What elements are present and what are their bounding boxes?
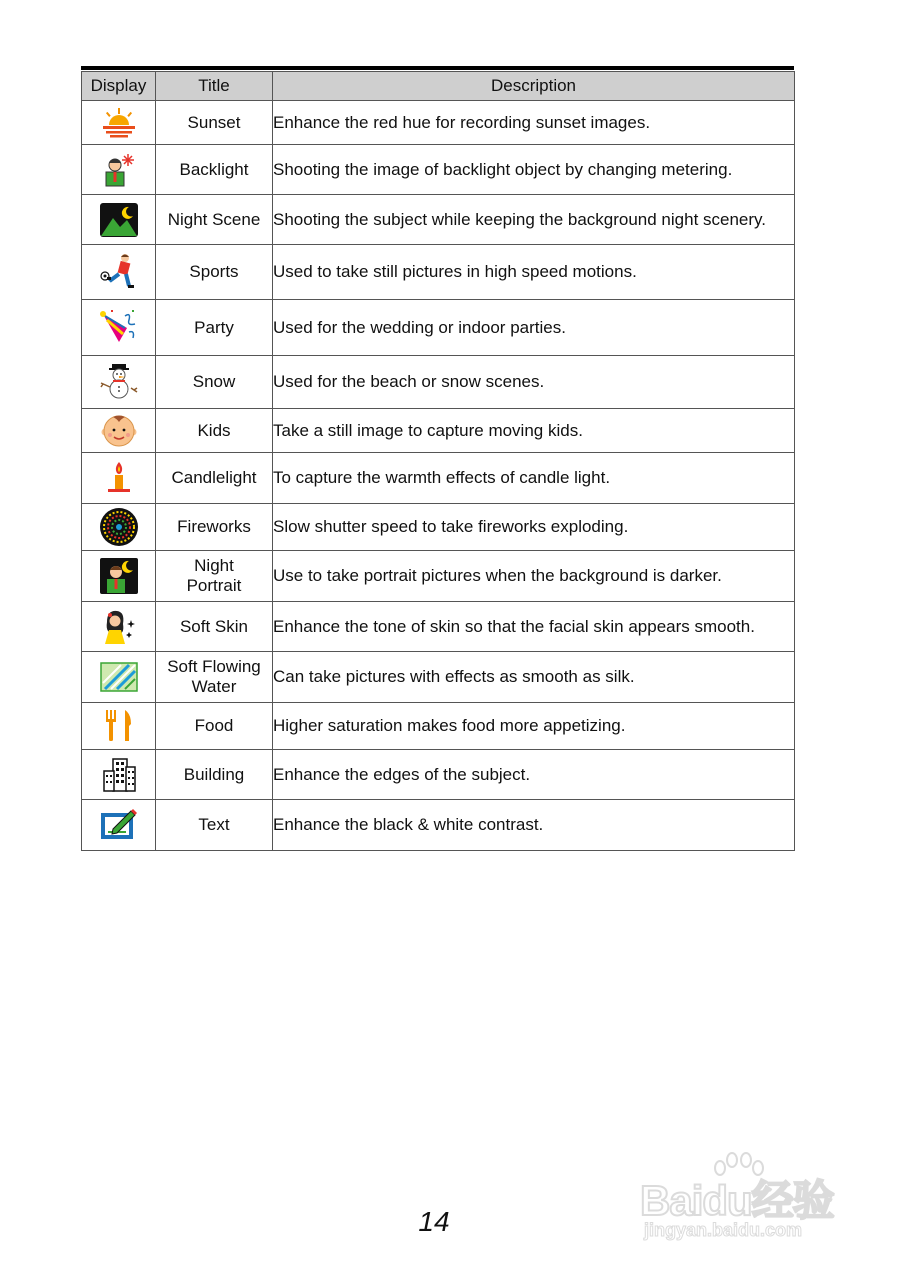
title-line: Night (194, 556, 234, 575)
mode-title (156, 551, 273, 602)
table-row (82, 245, 795, 300)
mode-description: Shooting the subject while keeping the background night scenery. (273, 195, 795, 245)
mode-description: Shooting the image of backlight object by changing metering. (273, 145, 795, 195)
header-description: Description (273, 72, 795, 101)
party-icon (99, 308, 139, 348)
title-line: Portrait (186, 576, 242, 595)
mode-title: Food (156, 703, 273, 750)
table-row (82, 145, 795, 195)
mode-description: Enhance the tone of skin so that the facial skin appears smooth. (273, 602, 795, 652)
table-row (82, 800, 795, 851)
mode-title (156, 652, 273, 703)
mode-title: Party (156, 300, 273, 356)
mode-description: Higher saturation makes food more appetizing. (273, 703, 795, 750)
sports-icon (99, 252, 139, 292)
header-title: Title (156, 72, 273, 101)
food-icon (101, 708, 137, 744)
scene-mode-table (81, 71, 795, 851)
mode-description: Enhance the black & white contrast. (273, 800, 795, 851)
table-row (82, 551, 795, 602)
soft-flowing-water-icon (99, 661, 139, 693)
building-icon (101, 757, 137, 793)
table-row (82, 504, 795, 551)
kids-icon (99, 413, 139, 449)
title-line: Soft Flowing (167, 657, 261, 676)
mode-description: Used to take still pictures in high speed motions. (273, 245, 795, 300)
watermark-logo: Baidu经验 (640, 1177, 834, 1224)
mode-description: Used for the beach or snow scenes. (273, 356, 795, 409)
mode-title: Sports (156, 245, 273, 300)
mode-description: Enhance the edges of the subject. (273, 750, 795, 800)
table-row (82, 195, 795, 245)
mode-title: Snow (156, 356, 273, 409)
table-row (82, 409, 795, 453)
candlelight-icon (104, 460, 134, 496)
table-row (82, 453, 795, 504)
mode-title: Sunset (156, 101, 273, 145)
table-row (82, 101, 795, 145)
night-portrait-icon (99, 557, 139, 595)
mode-description: Slow shutter speed to take fireworks exploding. (273, 504, 795, 551)
mode-title: Text (156, 800, 273, 851)
watermark-url: jingyan.baidu.com (644, 1220, 803, 1240)
mode-title: Night Scene (156, 195, 273, 245)
page-number: 14 (418, 1206, 450, 1237)
snowman-icon (99, 362, 139, 402)
mode-description: Use to take portrait pictures when the background is darker. (273, 551, 795, 602)
mode-title: Kids (156, 409, 273, 453)
table-row (82, 703, 795, 750)
text-icon (99, 807, 139, 843)
watermark (640, 1150, 855, 1245)
mode-title: Building (156, 750, 273, 800)
mode-description: Take a still image to capture moving kids. (273, 409, 795, 453)
table-header-row (82, 72, 795, 101)
table-row (82, 602, 795, 652)
mode-title: Soft Skin (156, 602, 273, 652)
sunset-icon (101, 107, 137, 139)
table-row (82, 652, 795, 703)
mode-description: To capture the warmth effects of candle light. (273, 453, 795, 504)
header-display: Display (82, 72, 156, 101)
table-row (82, 300, 795, 356)
top-rule (81, 66, 794, 70)
title-line: Water (191, 677, 237, 696)
mode-title: Backlight (156, 145, 273, 195)
backlight-icon (101, 152, 137, 188)
fireworks-icon (99, 507, 139, 547)
mode-description: Enhance the red hue for recording sunset images. (273, 101, 795, 145)
night-scene-icon (99, 202, 139, 238)
soft-skin-icon (99, 608, 139, 646)
table-row (82, 750, 795, 800)
mode-description: Used for the wedding or indoor parties. (273, 300, 795, 356)
mode-description: Can take pictures with effects as smooth as silk. (273, 652, 795, 703)
mode-title: Fireworks (156, 504, 273, 551)
table-row (82, 356, 795, 409)
mode-title: Candlelight (156, 453, 273, 504)
